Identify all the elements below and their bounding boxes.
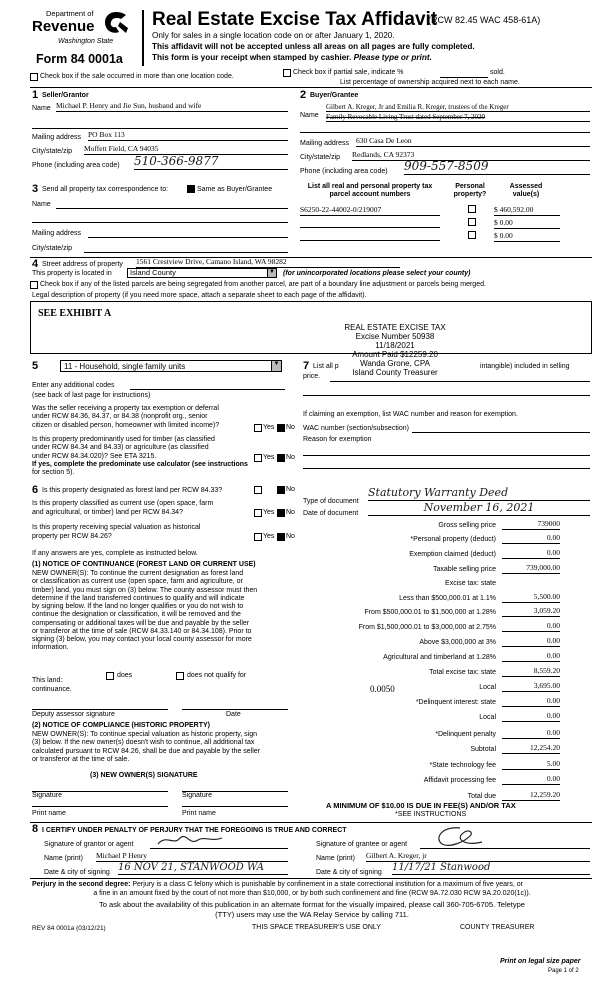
owner-print-label: Print name	[32, 810, 66, 817]
grantor-name[interactable]: Michael P Henry	[96, 852, 288, 862]
seller-mail[interactable]: PO Box 113	[88, 131, 288, 141]
tax-label: Less than $500,000.01 at 1.1%	[399, 595, 496, 602]
notice2-text: NEW OWNER(S): To continue special valuation as historic property, sign (3) below. If the new owner(s) doesn't wish to continue, all additional tax calculated pursuant to RCW 84.26, shall be due and payable by the seller or transferor at the time of sale.	[32, 731, 261, 763]
historic-yes-checkbox[interactable]	[254, 533, 262, 541]
personal-property-checkbox[interactable]	[468, 231, 476, 239]
dept-label: Department of	[46, 9, 94, 18]
partial-sale-checkbox[interactable]	[283, 69, 291, 77]
tax-label: From $1,500,000.01 to $3,000,000 at 2.75%	[358, 624, 496, 631]
tax-label: *State technology fee	[429, 762, 496, 769]
grantor-signature	[156, 832, 226, 848]
parcel-number[interactable]: S6250-22-44002-0/219007	[300, 206, 440, 216]
section7-label: List all p	[313, 363, 339, 370]
certify-label: I CERTIFY UNDER PENALTY OF PERJURY THAT THE FOREGOING IS TRUE AND CORRECT	[42, 827, 347, 834]
dropdown-arrow-icon: ▼	[271, 361, 281, 371]
notice1-heading: (1) NOTICE OF CONTINUANCE (FOREST LAND OR CURRENT USE)	[32, 561, 256, 568]
personal-property-checkbox[interactable]	[468, 218, 476, 226]
no-label: No	[286, 533, 295, 540]
grantee-name[interactable]: Gilbert A. Kreger, jr	[366, 852, 590, 862]
assessed-value[interactable]: $ 0.00	[494, 232, 560, 242]
form-title: Real Estate Excise Tax Affidavit	[152, 9, 438, 30]
buyer-mail-label: Mailing address	[300, 140, 350, 147]
tax-label: Above $3,000,000 at 3%	[419, 639, 496, 646]
doc-date[interactable]: November 16, 2021	[368, 502, 590, 516]
perjury-line-1: Perjury in the second degree: Perjury is a class C felony which is punishable by confinement in a state correctional institution for a maximum of five years, or	[32, 881, 523, 888]
tax-label: Local	[479, 714, 496, 721]
q1-no-checkbox[interactable]	[277, 424, 285, 432]
doc-type-label: Type of document	[303, 498, 359, 505]
tax-label: Total due	[467, 793, 496, 800]
doc-date-label: Date of document	[303, 510, 359, 517]
revenue-logo	[30, 10, 130, 52]
yes-label: Yes	[263, 509, 275, 516]
doc-type[interactable]: Statutory Warranty Deed	[368, 487, 590, 501]
grantee-date[interactable]: 11/17/21 Stanwood	[392, 862, 590, 875]
use-code-select[interactable]	[60, 360, 282, 372]
minimum-note: A MINIMUM OF $10.00 IS DUE IN FEE(S) AND/OR TAX	[326, 801, 516, 810]
local-rate: 0.0050	[370, 684, 395, 694]
use-code-value: 11 - Household, single family units	[64, 362, 186, 371]
q1-yes-checkbox[interactable]	[254, 424, 262, 432]
does-checkbox[interactable]	[106, 672, 114, 680]
tax-value[interactable]: 0.00	[502, 712, 560, 722]
stamp-line: Wanda Grone, CPA	[360, 358, 430, 368]
grantee-signature	[430, 824, 490, 850]
any-yes-note: If any answers are yes, complete as instructed below.	[32, 550, 198, 557]
buyer-name-label: Name	[300, 112, 319, 119]
seller-name[interactable]: Michael P. Henry and Jie Sun, husband and wife	[56, 102, 288, 112]
personal-property-checkbox[interactable]	[468, 205, 476, 213]
yes-label: Yes	[263, 424, 275, 431]
section3-number: 3	[32, 183, 39, 195]
section3-name-label: Name	[32, 201, 51, 208]
no-label: No	[286, 509, 295, 516]
county-treasurer-label: COUNTY TREASURER	[460, 924, 535, 931]
deputy-date-label: Date	[226, 711, 241, 718]
multi-location-label: Check box if the sale occurred in more than one location code.	[40, 73, 234, 80]
tax-value[interactable]: 0.00	[502, 729, 560, 739]
section7-number: 7	[303, 360, 310, 372]
current-use-no-checkbox[interactable]	[277, 509, 285, 517]
tax-value[interactable]: 0.00	[502, 697, 560, 707]
additional-codes-label: Enter any additional codes	[32, 382, 115, 389]
buyer-mail[interactable]: 630 Casa De Leon	[356, 137, 590, 147]
seller-name-label: Name	[32, 105, 51, 112]
tax-label: Gross selling price	[438, 522, 496, 529]
owner-signature-label: Signature	[32, 792, 62, 799]
assessed-header: Assessed value(s)	[509, 183, 543, 199]
section8-number: 8	[32, 823, 39, 835]
sold-label: sold.	[490, 69, 505, 76]
header-line-2: This affidavit will not be accepted unless all areas on all pages are fully completed.	[152, 42, 475, 51]
county-note: (for unincorporated locations please select your county)	[283, 270, 471, 277]
forest-no-checkbox[interactable]	[277, 486, 285, 494]
legal-description-text: SEE EXHIBIT A	[38, 308, 112, 319]
seller-mail-label: Mailing address	[32, 134, 82, 141]
header-line-1: Only for sales in a single location code on or after January 1, 2020.	[152, 31, 395, 40]
tax-value[interactable]: 5.00	[502, 760, 560, 770]
notice3-heading: (3) NEW OWNER(S) SIGNATURE	[90, 772, 198, 779]
no-label: No	[286, 454, 295, 461]
same-as-buyer-label: Same as Buyer/Grantee	[197, 186, 273, 193]
forest-question: Is this property designated as forest land per RCW 84.33?	[42, 487, 223, 494]
see-back-label: (see back of last page for instructions)	[32, 392, 151, 399]
seller-city-label: City/state/zip	[32, 148, 73, 155]
assessed-value[interactable]: $ 460,592.00	[494, 206, 560, 216]
perjury-line-2: a fine in an amount fixed by the court of not more than $10,000, or by both such confinement and fine (RCW 9A.72.030 RCW 9A.20.020(1c)).	[93, 890, 531, 897]
section3-mail-label: Mailing address	[32, 230, 82, 237]
wac-label: WAC number (section/subsection)	[303, 425, 409, 432]
located-label: This property is located in	[32, 270, 112, 277]
tax-value[interactable]: 0.00	[502, 652, 560, 662]
accessibility-line-2: (TTY) users may use the WA Relay Service by calling 711.	[215, 910, 409, 919]
notice2-heading: (2) NOTICE OF COMPLIANCE (HISTORIC PROPERTY)	[32, 722, 210, 729]
treasurer-use-label: THIS SPACE TREASURER'S USE ONLY	[252, 924, 381, 931]
tax-label: From $500,000.01 to $1,500,000 at 1.28%	[364, 609, 496, 616]
tax-value[interactable]: 0.00	[502, 549, 560, 559]
exemption-question: Was the seller receiving a property tax exemption or deferral under RCW 84.36, 84.37, or 84.38 (nonprofit org., senior citizen or disabled person, homeowner with limited income)?	[32, 405, 220, 429]
tax-label: Subtotal	[470, 746, 496, 753]
seller-phone-label: Phone (including area code)	[32, 162, 120, 169]
forest-yes-checkbox[interactable]	[254, 486, 262, 494]
tax-value[interactable]: 12,254.20	[502, 744, 560, 754]
tax-value[interactable]: 12,259.20	[502, 791, 560, 801]
buyer-phone[interactable]: 909-557-8509	[404, 160, 590, 175]
section4-number: 4	[32, 258, 39, 270]
tax-value[interactable]: 0.00	[502, 775, 560, 785]
exemption-label: If claiming an exemption, list WAC number and reason for exemption.	[303, 411, 518, 418]
legal-description-box	[30, 301, 592, 354]
historic-no-checkbox[interactable]	[277, 533, 285, 541]
dropdown-arrow-icon: ▼	[267, 269, 276, 277]
grantor-name-label: Name (print)	[44, 855, 83, 862]
parcel-number[interactable]	[300, 219, 440, 228]
parcel-number[interactable]	[300, 232, 440, 241]
historic-question-1: Is this property receiving special valuation as historical	[32, 524, 201, 531]
street-address[interactable]: 1561 Crestview Drive, Camano Island, WA 98282	[136, 258, 400, 268]
segregate-label: Check box if any of the listed parcels are being segregated from another parcel, are part of a boundary line adjustment or parcels being merged.	[40, 281, 486, 288]
does-label: does	[117, 672, 133, 679]
no-label: No	[286, 424, 295, 431]
tax-value[interactable]: 3,695.00	[502, 682, 560, 692]
tax-label: *Personal property (deduct)	[410, 536, 496, 543]
buyer-name-2[interactable]: Family Revocable Living Trust dated September 7, 2020	[326, 113, 590, 122]
stamp-line: REAL ESTATE EXCISE TAX	[344, 323, 446, 332]
segregate-checkbox[interactable]	[30, 281, 38, 289]
tax-value[interactable]: 3,059.20	[502, 607, 560, 617]
no-label: No	[286, 486, 295, 493]
treasurer-stamp	[330, 324, 460, 378]
current-use-question-1: Is this property classified as current use (open space, farm	[32, 500, 214, 507]
accessibility-line-1: To ask about the availability of this publication in an alternate format for the visually impaired, please call 360-705-6705. Teletype	[99, 900, 525, 909]
tax-value[interactable]: 0.00	[502, 534, 560, 544]
partial-sale-label: Check box if partial sale, indicate %	[293, 69, 404, 76]
reason-label: Reason for exemption	[303, 436, 372, 443]
section5-number: 5	[32, 360, 39, 372]
grantee-name-label: Name (print)	[316, 855, 355, 862]
owner-signature-label-2: Signature	[182, 792, 212, 799]
tax-label: Total excise tax: state	[429, 669, 496, 676]
revenue-label: Revenue	[32, 18, 95, 35]
tax-value[interactable]: 0.00	[502, 637, 560, 647]
buyer-city[interactable]: Redlands, CA 92373	[352, 151, 590, 161]
tax-label: Agricultural and timberland at 1.28%	[383, 654, 496, 661]
tax-label: Excise tax: state	[445, 580, 496, 587]
yes-label: Yes	[263, 454, 275, 461]
stamp-line: Excise Number 50938	[355, 331, 435, 341]
q2-no-checkbox[interactable]	[277, 454, 285, 462]
county-select[interactable]	[127, 268, 277, 278]
grantor-date[interactable]: 16 NOV 21, STANWOOD WA	[118, 862, 288, 875]
street-label: Street address of property	[42, 261, 123, 268]
seller-phone[interactable]: 510-366-9877	[134, 155, 288, 170]
does-not-label: does not qualify for	[187, 672, 247, 679]
historic-question-2: property per RCW 84.26?	[32, 533, 112, 540]
buyer-section-number: 2	[300, 89, 307, 101]
buyer-city-label: City/state/zip	[300, 154, 341, 161]
yes-label: Yes	[263, 533, 275, 540]
tax-value[interactable]: 5,500.00	[502, 593, 560, 603]
revision-label: REV 84 0001a (03/12/21)	[32, 925, 106, 932]
see-instructions: *SEE INSTRUCTIONS	[395, 811, 467, 818]
assessed-value[interactable]: $ 0.00	[494, 219, 560, 229]
stamp-line: Amount Paid $12259.20	[352, 349, 438, 359]
revenue-swirl-icon	[102, 10, 130, 36]
current-use-yes-checkbox[interactable]	[254, 509, 262, 517]
tax-label: Taxable selling price	[432, 566, 496, 573]
section6-number: 6	[32, 484, 39, 496]
section7-tail: intangible) included in selling	[480, 363, 570, 370]
county-value: Island County	[130, 268, 176, 277]
tax-label: *Delinquent interest: state	[415, 699, 496, 706]
current-use-question-2: and agricultural, or timber) land per RCW 84.34?	[32, 509, 183, 516]
seller-heading: Seller/Grantor	[42, 92, 89, 99]
tax-label: Exemption claimed (deduct)	[409, 551, 496, 558]
continuance-label: continuance.	[32, 686, 72, 693]
stamp-line: 11/18/2021	[375, 340, 415, 350]
section3-label: Send all property tax correspondence to:	[42, 186, 169, 193]
state-label: Washington State	[58, 38, 114, 45]
form-rcw: (RCW 82.45 WAC 458-61A)	[428, 15, 541, 25]
does-not-checkbox[interactable]	[176, 672, 184, 680]
q2-yes-checkbox[interactable]	[254, 454, 262, 462]
owner-print-label-2: Print name	[182, 810, 216, 817]
legal-label: Legal description of property (if you need more space, attach a separate sheet to each page of the affidavit).	[32, 292, 367, 299]
list-percentage-note: List percentage of ownership acquired next to each name.	[340, 79, 520, 86]
legal-paper-note: Print on legal size paper	[500, 958, 581, 965]
buyer-phone-label: Phone (including area code)	[300, 168, 388, 175]
grantee-date-label: Date & city of signing	[316, 869, 382, 876]
seller-section-number: 1	[32, 89, 39, 101]
tax-value[interactable]: 8,559.20	[502, 667, 560, 677]
form-number: Form 84 0001a	[36, 52, 123, 66]
buyer-heading: Buyer/Grantee	[310, 92, 359, 99]
tax-label: Affidavit processing fee	[423, 777, 496, 784]
seller-city[interactable]: Moffett Field, CA 94035	[84, 145, 288, 155]
notice1-text: NEW OWNER(S): To continue the current designation as forest land or classification as current use (open space, farm and agriculture, or timber) land, you must sign on (3) below. The county assessor must then determine if the land transferred continues to qualify and will indicate by signing below. If the land no longer qualifies or you do not wish to continue the designation or classification, it will be removed and the compensating or additional taxes will be due and payable by the seller or transferor at the time of sale (RCW 84.33.140 or 84.34.108). Prior to signing (3) below, you may contact your local county assessor for more information.	[32, 570, 258, 652]
tax-value[interactable]: 739000	[502, 520, 560, 530]
page-number: Page 1 of 2	[548, 968, 579, 974]
grantor-date-label: Date & city of signing	[44, 869, 110, 876]
tax-value[interactable]: 739,000.00	[502, 564, 560, 574]
section3-city-label: City/state/zip	[32, 245, 73, 252]
header-line-3: This form is your receipt when stamped by cashier. Please type or print.	[152, 53, 432, 62]
multi-location-checkbox[interactable]	[30, 73, 38, 81]
grantee-signature-label: Signature of grantee or agent	[316, 841, 408, 848]
tax-label: *Delinquent penalty	[435, 731, 496, 738]
deputy-signature-label: Deputy assessor signature	[32, 711, 115, 718]
personal-header: Personal property?	[453, 183, 487, 199]
buyer-name-1[interactable]: Gilbert A. Kreger, Jr and Emilia R. Kreger, trustees of the Kreger	[326, 103, 590, 112]
grantor-signature-label: Signature of grantor or agent	[44, 841, 134, 848]
tax-label: Local	[479, 684, 496, 691]
stamp-line: Island County Treasurer	[352, 367, 438, 377]
timber-question: Is this property predominantly used for timber (as classified under RCW 84.34 and 84.33) or agriculture (as classified under RCW 84.34.020)? See ETA 3215. If yes, complete the predominate use calculator (see instructions for section 5).	[32, 436, 248, 476]
this-land-label: This land:	[32, 677, 63, 684]
parcel-header: List all real and personal property tax parcel account numbers	[307, 183, 433, 199]
tax-value[interactable]: 0.00	[502, 622, 560, 632]
same-as-buyer-checkbox[interactable]	[187, 185, 195, 193]
section7-label-2: price.	[303, 373, 321, 380]
